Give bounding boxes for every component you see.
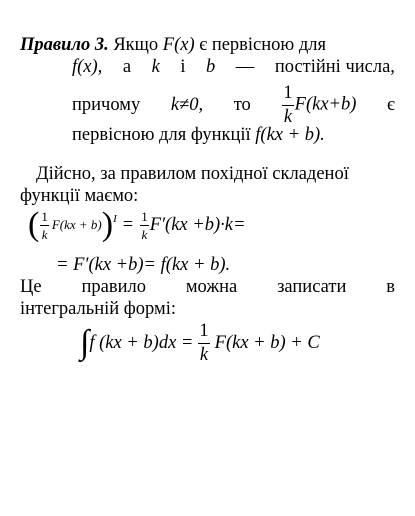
proof-line-4: = F′(kx +b)= f(kx + b). xyxy=(56,255,231,275)
proof-line-5: Це правило можна записати в xyxy=(20,277,395,297)
derivative-equation: ( $\frac{1}{k}$ F(kx + b) ) I = $\frac{1}{k}$ F′(kx +b)·k= xyxy=(28,206,246,243)
proof-line-1: Дійсно, за правилом похідної складеної xyxy=(36,164,349,184)
rule-line-3: причому k≠0, то $\frac{1}{k}$ F(kx+b) є xyxy=(72,83,395,127)
rule-line-4: первісною для функції f(kx + b). xyxy=(72,125,325,145)
one-over-k-fraction: $\frac{1}{k}$ xyxy=(283,83,293,127)
proof-line-2: функції маємо: xyxy=(20,186,139,206)
rule-title: Правило 3. xyxy=(20,35,109,55)
rule-line-1: Правило 3. Якщо F(x) є первісною для xyxy=(20,35,327,55)
rule-fraction-expression: $\frac{1}{k}$ F(kx+b) xyxy=(283,83,357,127)
proof-line-6: інтегральній формі: xyxy=(20,299,176,319)
integral-formula: ∫ f (kx + b)dx = $\frac{1}{k}$ F(kx + b) + C xyxy=(80,321,320,365)
integral-sign: ∫ xyxy=(80,324,90,361)
rule-line-2: f(x), а k і b — постійні числа, xyxy=(72,57,395,77)
k-not-zero: k≠0, xyxy=(170,95,204,115)
